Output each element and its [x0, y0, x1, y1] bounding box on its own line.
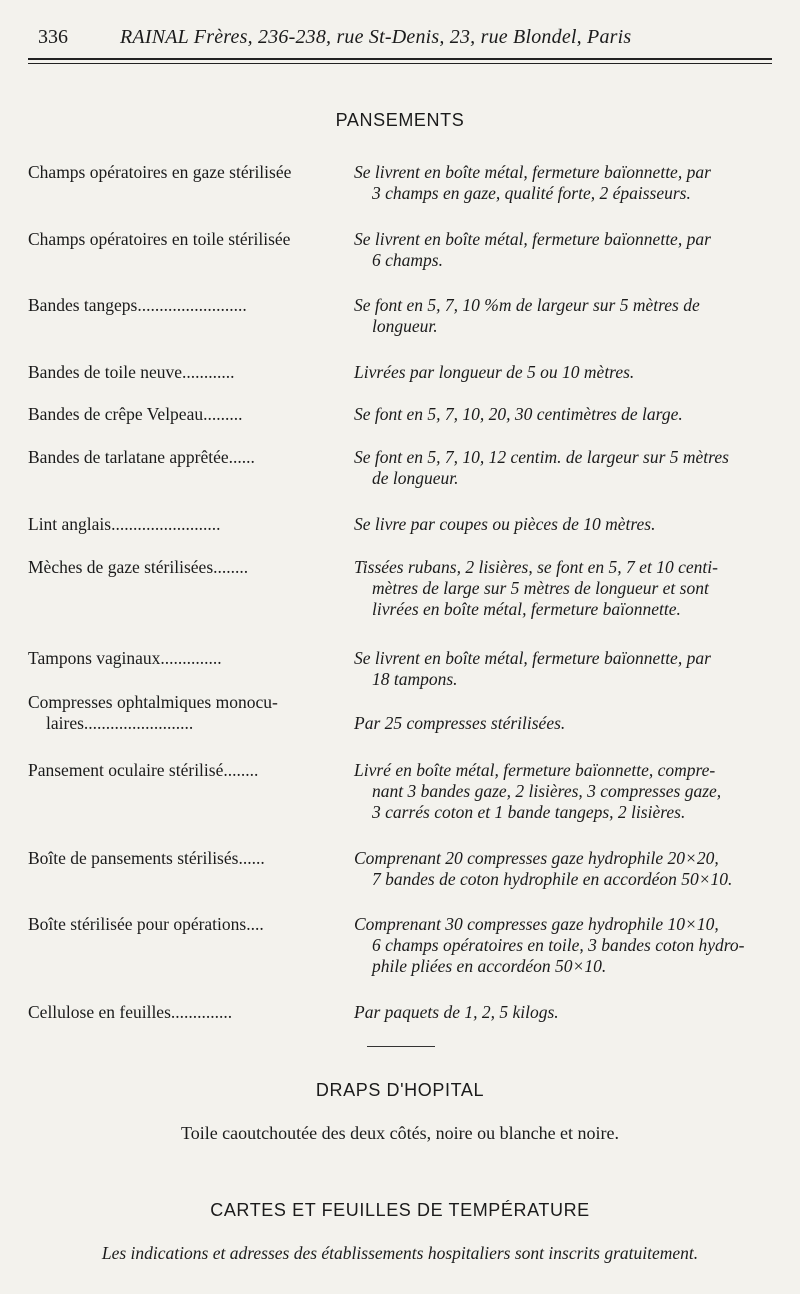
entry-term: Boîte stérilisée pour opérations....	[28, 914, 264, 934]
entry-term: Mèches de gaze stérilisées........	[28, 557, 249, 577]
running-title: RAINAL Frères, 236-238, rue St-Denis, 23, rue Blondel, Paris	[120, 26, 632, 48]
entry-description: Tissées rubans, 2 lisières, se font en 5, 7 et 10 centi- mètres de large sur 5 mètres de longueur et sont livrées en boîte métal, fermeture baïonnette.	[354, 557, 718, 619]
entry-term: Champs opératoires en toile stérilisée	[28, 229, 291, 249]
entry-description: Comprenant 20 compresses gaze hydrophile 20×20, 7 bandes de coton hydrophile en accordéon 50×10.	[354, 848, 733, 889]
entry-description: Se livrent en boîte métal, fermeture baïonnette, par 6 champs.	[354, 229, 711, 270]
section-divider	[367, 1046, 435, 1047]
entry-description: Livré en boîte métal, fermeture baïonnette, compre- nant 3 bandes gaze, 2 lisières, 3 compresses gaze, 3 carrés coton et 1 bande tangeps, 2 lisières.	[354, 760, 722, 822]
entry-description: Par 25 compresses stérilisées.	[354, 713, 566, 733]
page-number: 336	[38, 26, 68, 48]
entry-description: Comprenant 30 compresses gaze hydrophile 10×10, 6 champs opératoires en toile, 3 bandes coton hydro- phile pliées en accordéon 50×10.	[354, 914, 745, 976]
entry-description: Se livrent en boîte métal, fermeture baïonnette, par 18 tampons.	[354, 648, 711, 689]
entry-term: Bandes tangeps.........................	[28, 295, 247, 315]
section-title-draps: DRAPS D'HOPITAL	[315, 1080, 485, 1100]
header-rule-thick	[28, 58, 772, 60]
entry-description: Par paquets de 1, 2, 5 kilogs.	[354, 1002, 559, 1022]
entry-description: Se font en 5, 7, 10 %m de largeur sur 5 mètres de longueur.	[354, 295, 700, 336]
header-rule-thin	[28, 63, 772, 64]
entry-description: Livrées par longueur de 5 ou 10 mètres.	[354, 362, 635, 382]
page-header	[28, 22, 772, 56]
section-title-cartes: CARTES ET FEUILLES DE TEMPÉRATURE	[210, 1200, 590, 1220]
entry-term: Champs opératoires en gaze stérilisée	[28, 162, 292, 182]
entry-term: Lint anglais.........................	[28, 514, 221, 534]
entry-term: Bandes de toile neuve............	[28, 362, 235, 382]
entry-term: Pansement oculaire stérilisé........	[28, 760, 259, 780]
entry-term: Bandes de tarlatane apprêtée......	[28, 447, 255, 467]
entry-description: Se livrent en boîte métal, fermeture baïonnette, par 3 champs en gaze, qualité forte, 2 épaisseurs.	[354, 162, 711, 203]
draps-description: Toile caoutchoutée des deux côtés, noire ou blanche et noire.	[180, 1123, 620, 1143]
entry-term: Compresses ophtalmiques monocu- laires.........................	[28, 692, 278, 733]
entry-description: Se livre par coupes ou pièces de 10 mètres.	[354, 514, 656, 534]
entry-term: Tampons vaginaux..............	[28, 648, 222, 668]
entry-term: Boîte de pansements stérilisés......	[28, 848, 265, 868]
entry-term: Bandes de crêpe Velpeau.........	[28, 404, 243, 424]
cartes-description: Les indications et adresses des établissements hospitaliers sont inscrits gratuitement.	[101, 1243, 699, 1263]
entry-description: Se font en 5, 7, 10, 20, 30 centimètres de large.	[354, 404, 683, 424]
entry-description: Se font en 5, 7, 10, 12 centim. de largeur sur 5 mètres de longueur.	[354, 447, 729, 488]
section-title-pansements: PANSEMENTS	[335, 110, 465, 130]
entry-term: Cellulose en feuilles..............	[28, 1002, 233, 1022]
